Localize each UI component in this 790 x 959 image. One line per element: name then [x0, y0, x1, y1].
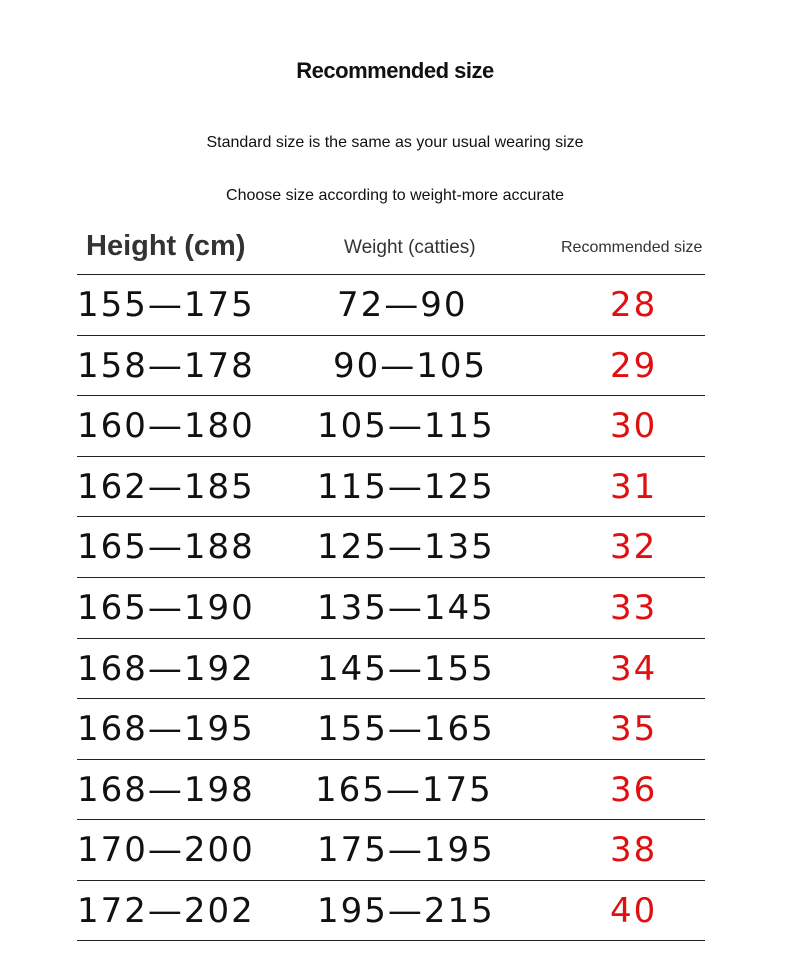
- size-cell: 32: [610, 527, 658, 568]
- size-cell: 38: [610, 830, 658, 871]
- size-cell: 31: [610, 466, 658, 507]
- height-cell: 162—185: [77, 466, 255, 507]
- height-cell: 168—192: [77, 648, 255, 689]
- table-row: [77, 456, 705, 517]
- size-cell: 30: [610, 406, 658, 447]
- height-cell: 155—175: [77, 285, 255, 325]
- weight-cell: 195—215: [317, 890, 495, 931]
- table-row: [77, 638, 705, 699]
- height-cell: 160—180: [77, 406, 255, 447]
- weight-cell: 175—195: [317, 830, 495, 871]
- size-table: [77, 274, 705, 941]
- weight-cell: 125—135: [317, 527, 495, 568]
- table-row: [77, 577, 705, 638]
- size-cell: 28: [610, 285, 658, 325]
- height-cell: 165—190: [77, 587, 255, 628]
- height-cell: 158—178: [77, 345, 255, 386]
- size-cell: 35: [610, 709, 658, 750]
- size-cell: 34: [610, 648, 658, 689]
- table-row: [77, 274, 705, 335]
- height-cell: 170—200: [77, 830, 255, 871]
- table-row: [77, 335, 705, 396]
- weight-cell: 155—165: [317, 709, 495, 750]
- subtitle-standard-size: Standard size is the same as your usual wearing size: [206, 134, 584, 151]
- column-header-height: Height (cm): [86, 230, 246, 262]
- weight-cell: 90—105: [333, 345, 488, 386]
- weight-cell: 165—175: [315, 769, 493, 810]
- table-row: [77, 516, 705, 577]
- weight-cell: 135—145: [317, 587, 495, 628]
- table-row: [77, 395, 705, 456]
- height-cell: 168—195: [77, 709, 255, 750]
- size-cell: 33: [610, 587, 658, 628]
- size-cell: 40: [610, 890, 658, 931]
- page-title: Recommended size: [296, 58, 494, 83]
- table-row: [77, 759, 705, 820]
- weight-cell: 72—90: [337, 285, 468, 325]
- table-row: [77, 880, 705, 941]
- table-row: [77, 698, 705, 759]
- subtitle-choose-by-weight: Choose size according to weight-more accurate: [226, 187, 564, 204]
- column-header-weight: Weight (catties): [344, 237, 476, 258]
- weight-cell: 105—115: [317, 406, 495, 447]
- table-row: [77, 819, 705, 880]
- size-cell: 36: [610, 769, 658, 810]
- weight-cell: 145—155: [317, 648, 495, 689]
- height-cell: 165—188: [77, 527, 255, 568]
- height-cell: 168—198: [77, 769, 255, 810]
- size-cell: 29: [610, 345, 658, 386]
- column-header-recommended-size: Recommended size: [561, 239, 703, 256]
- weight-cell: 115—125: [317, 466, 495, 507]
- height-cell: 172—202: [77, 890, 255, 931]
